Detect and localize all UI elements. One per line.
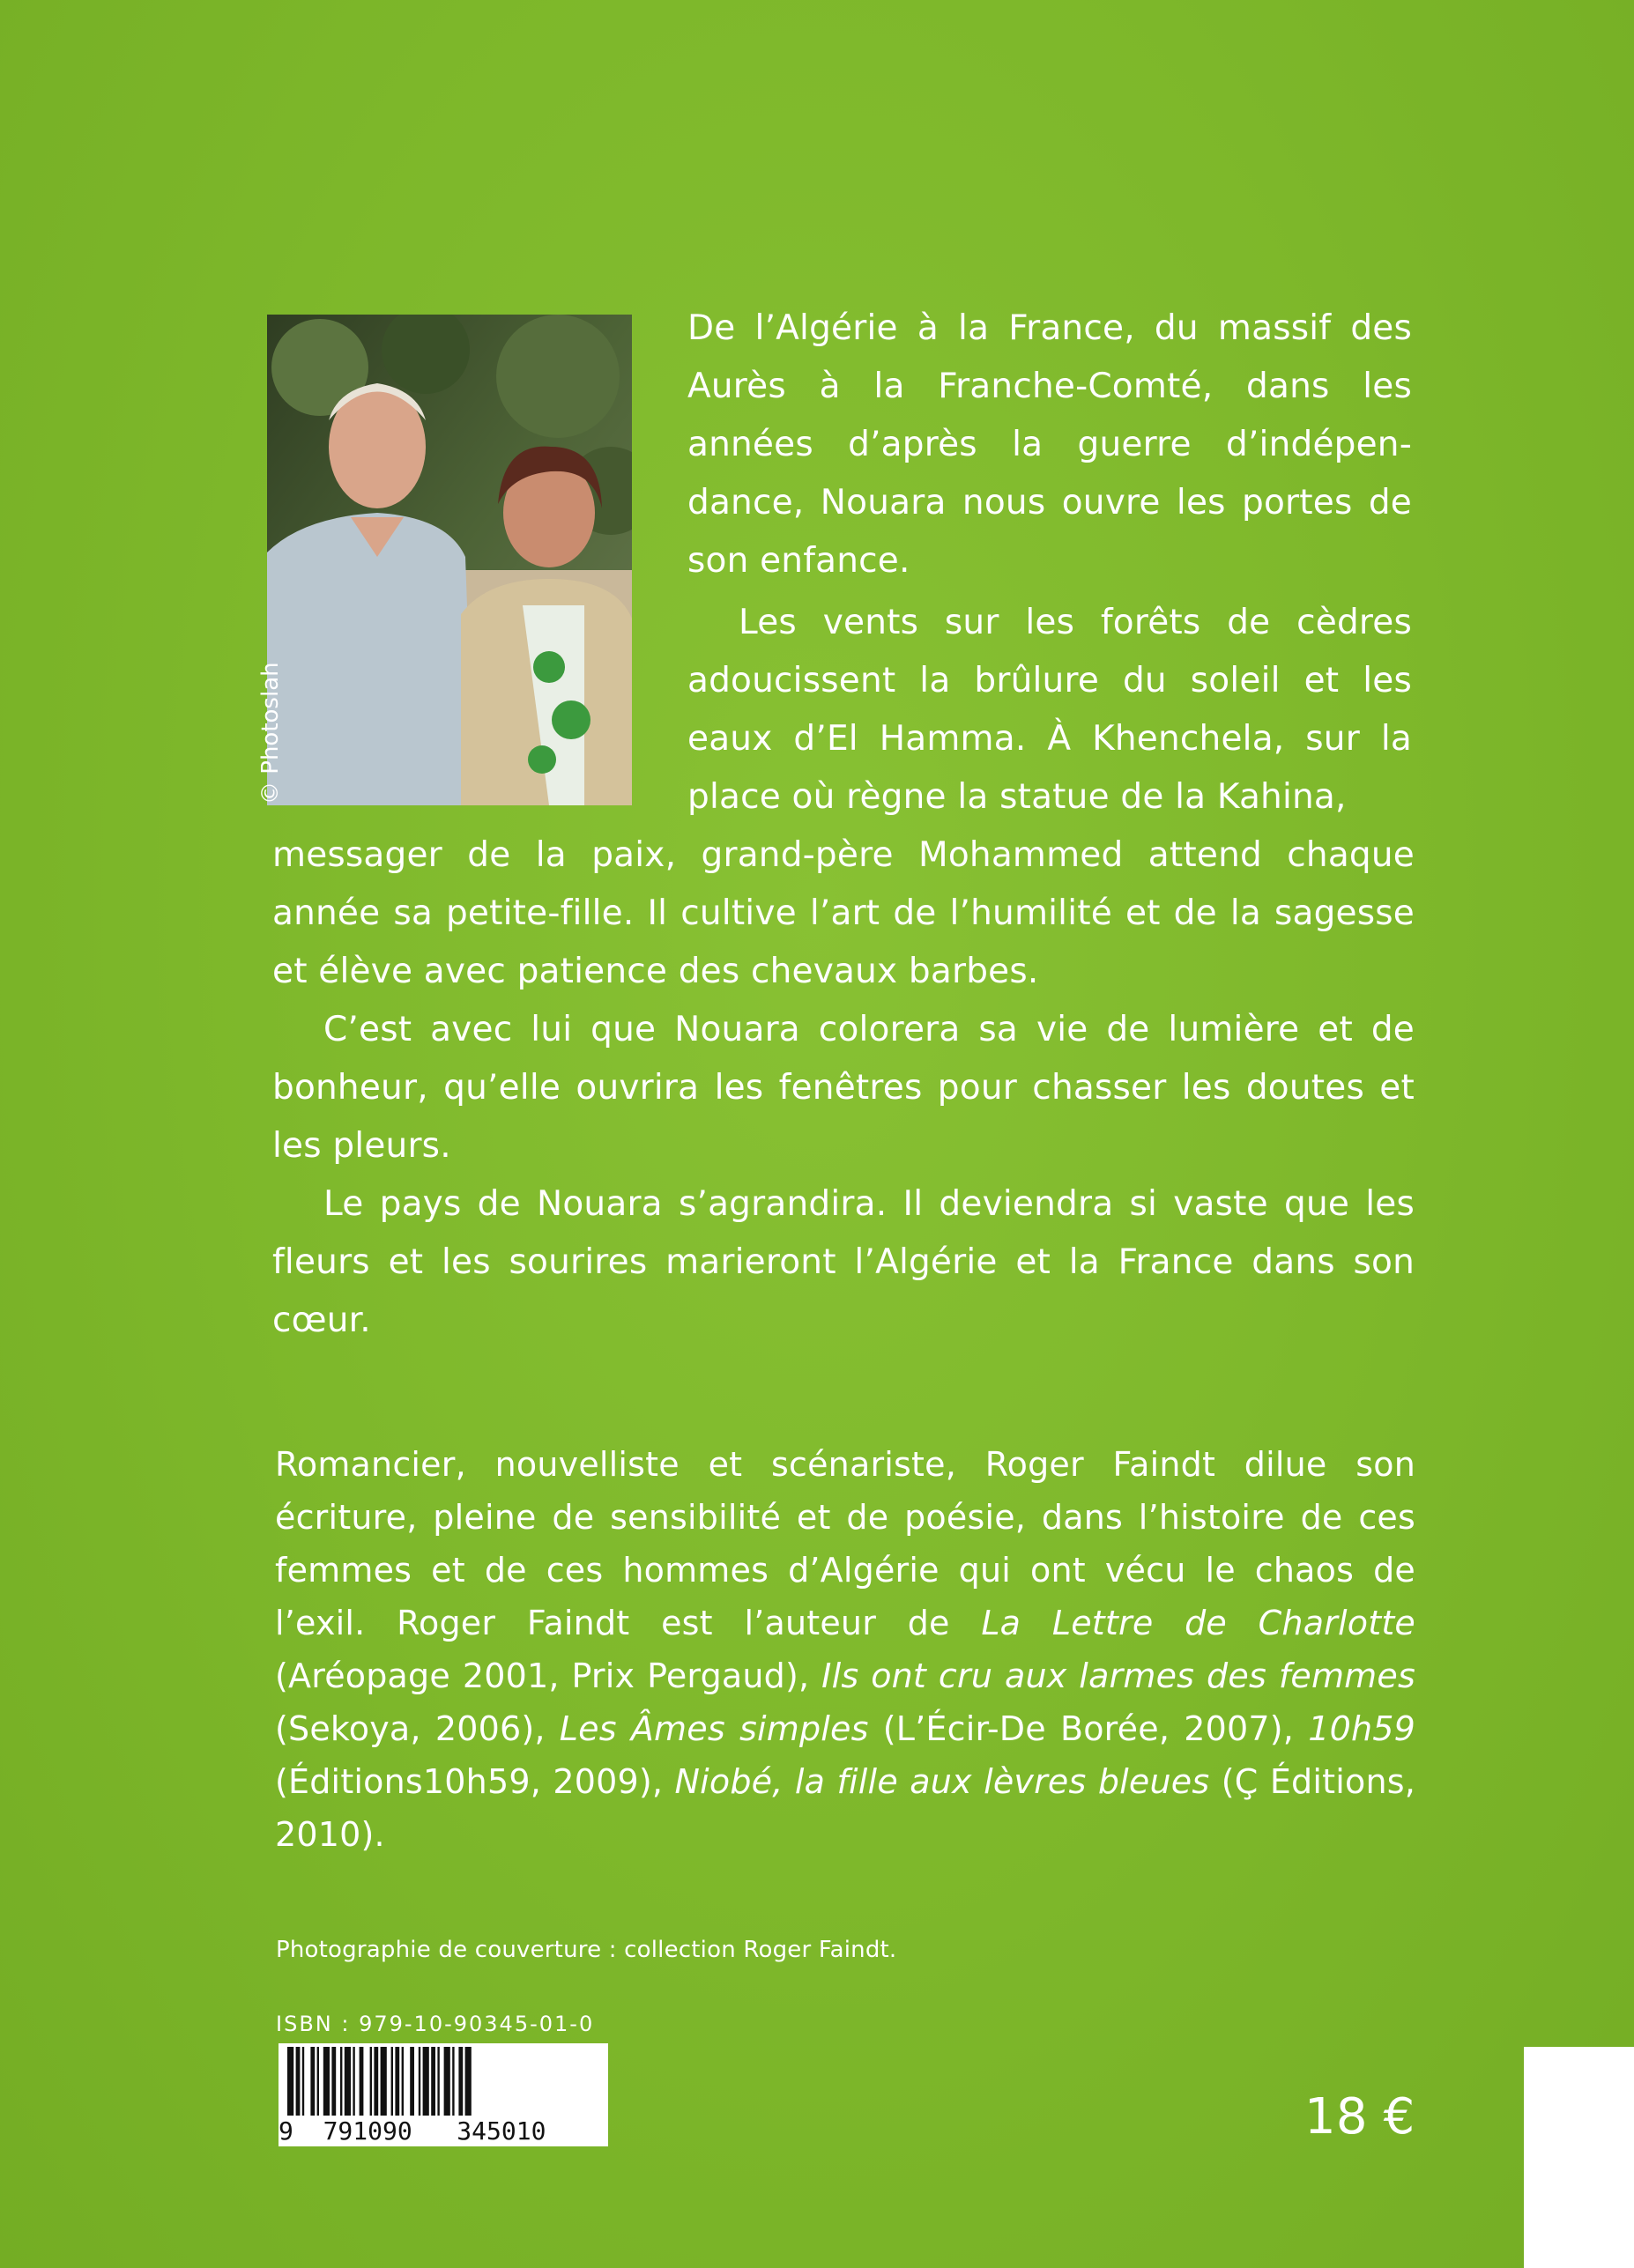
photo-credit: © Photoslah [257,662,284,804]
isbn-label: ISBN : 979-10-90345-01-0 [276,2012,595,2036]
bio-publisher-5: (Ç Éditions, 2010). [275,1762,1415,1854]
blurb-paragraph-3: C’est avec lui que Nouara colorera sa vie de lumière et de bonheur, qu’elle ouvrira les fenêtres pour chasser les doutes et les pleurs. [272,1010,1415,1166]
bio-publisher-3: (L’Écir-De Borée, 2007), [868,1709,1309,1748]
bio-publisher-1: (Aréopage 2001, Prix Pergaud), [275,1657,822,1695]
author-photo [267,315,632,805]
book-title-2: Ils ont cru aux larmes des femmes [821,1657,1415,1695]
cover-photo-credit: Photographie de couverture : collection Roger Faindt. [276,1937,897,1963]
price: 18 € [1304,2088,1415,2146]
blurb-paragraph-1: De l’Algérie à la France, du massif des Aurès à la Franche-Comté, dans les années d’après la guerre d’indépen-dance, Nouara nous ouvre les portes de son enfance. [687,308,1412,581]
blurb-paragraph-4: Le pays de Nouara s’agrandira. Il deviendra si vaste que les fleurs et les sourires marieront l’Algérie et la France dans son cœur. [272,1184,1415,1340]
book-title-4: 10h59 [1308,1709,1415,1748]
bio-publisher-4: (Éditions10h59, 2009), [275,1762,675,1801]
blurb-paragraph-2: Les vents sur les forêts de cèdres adoucissent la brûlure du soleil et les eaux d’El Hamma. À Khenchela, sur la place où règne la statue de la Kahina, [687,603,1412,817]
barcode-digits: 9 791090 345010 [279,2116,546,2146]
book-title-5: Niobé, la fille aux lèvres bleues [674,1762,1210,1801]
bio-intro: Romancier, nouvelliste et scénariste, Roger Faindt dilue son écriture, pleine de sensibilité et de poésie, dans l’histoire de ces femmes et de ces hommes d’Algérie qui ont vécu le chaos de l’exil. Roger Faindt est l’auteur de [275,1445,1415,1642]
bio-publisher-2: (Sekoya, 2006), [275,1709,560,1748]
blurb-paragraph-2-continued: messager de la paix, grand-père Mohammed attend chaque année sa petite-fille. Il cultive l’art de l’humilité et de la sagesse et élève avec patience des chevaux barbes. [272,835,1415,991]
book-title-3: Les Âmes simples [559,1709,869,1748]
author-bio [275,1438,1415,1861]
barcode-bars [279,2043,608,2117]
page-edge [1524,2047,1634,2268]
book-title-1: La Lettre de Charlotte [981,1604,1415,1642]
barcode [279,2043,608,2146]
